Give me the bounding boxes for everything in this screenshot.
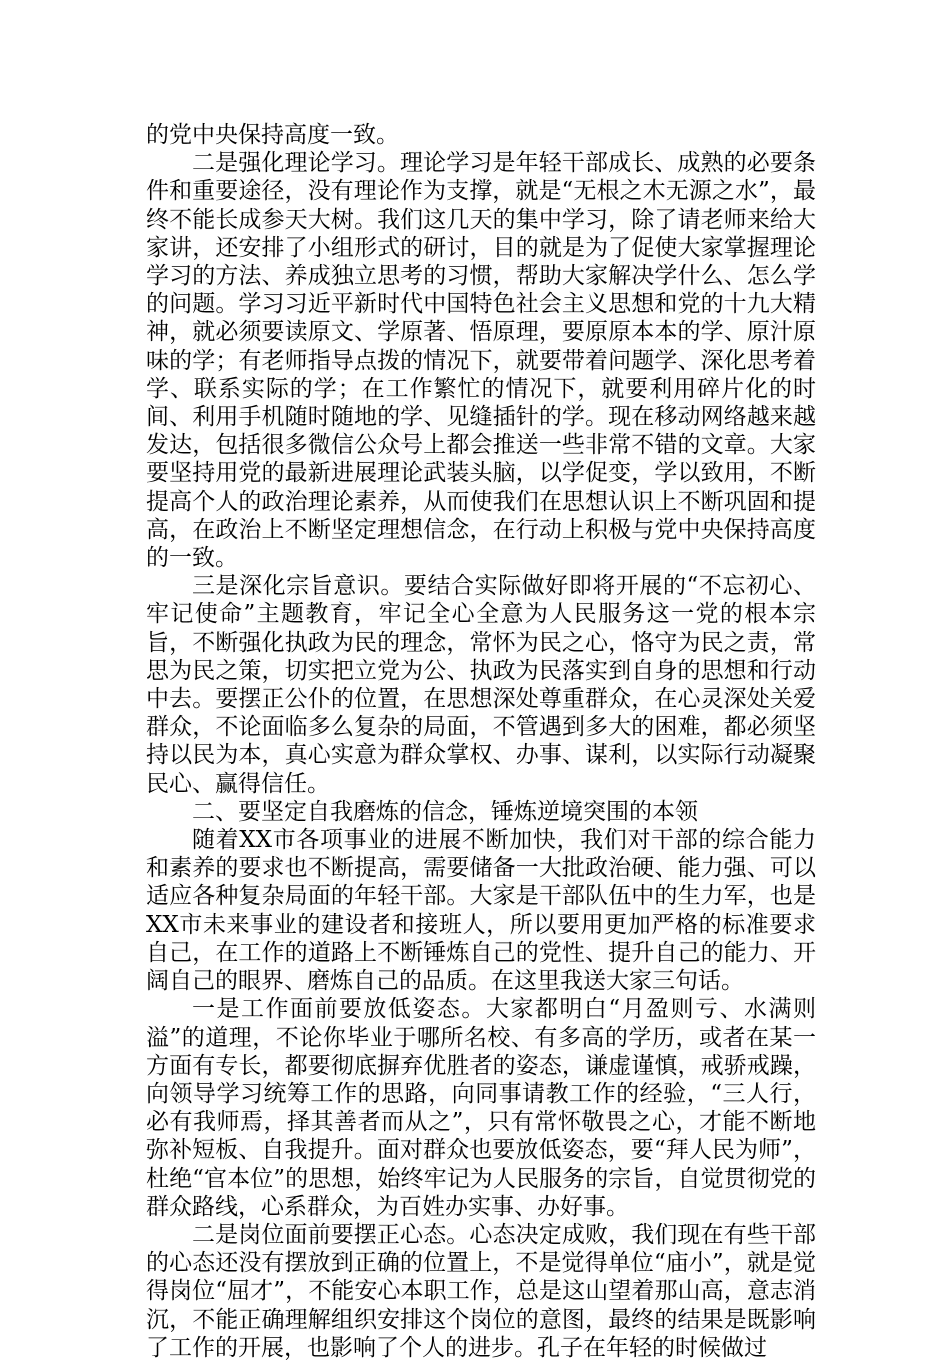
paragraph-cadre-requirements: 随着XX市各项事业的进展不断加快，我们对干部的综合能力和素养的要求也不断提高，需要储备一大批政治硬、能力强、可以适应各种复杂局面的年轻干部。大家是干部队伍中的生力军，也是XX市未来事业的建设者和接班人，所以要用更加严格的标准要求自己，在工作的道路上不断锤炼自己的党性、提升自己的能力、开阔自己的眼界、磨炼自己的品质。在这里我送大家三句话。 xyxy=(146,827,816,995)
paragraph-purpose-awareness: 三是深化宗旨意识。要结合实际做好即将开展的“不忘初心、牢记使命”主题教育，牢记全心全意为人民服务这一党的根本宗旨，不断强化执政为民的理念，常怀为民之心，恪守为民之责，常思为民之策，切实把立党为公、执政为民落实到自身的思想和行动中去。要摆正公仆的位置，在思想深处尊重群众，在心灵深处关爱群众，不论面临多么复杂的局面，不管遇到多大的困难，都必须坚持以民为本，真心实意为群众掌权、办事、谋利，以实际行动凝聚民心、赢得信任。 xyxy=(146,573,816,797)
document-body xyxy=(146,121,816,1362)
paragraph-theory-study: 二是强化理论学习。理论学习是年轻干部成长、成熟的必要条件和重要途径，没有理论作为支撑，就是“无根之木无源之水”，最终不能长成参天大树。我们这几天的集中学习，除了请老师来给大家讲，还安排了小组形式的研讨，目的就是为了促使大家掌握理论学习的方法、养成独立思考的习惯，帮助大家解决学什么、怎么学的问题。学习习近平新时代中国特色社会主义思想和党的十九大精神，就必须要读原文、学原著、悟原理，要原原本本的学、原汁原味的学；有老师指导点拨的情况下，就要带着问题学、深化思考着学、联系实际的学；在工作繁忙的情况下，就要利用碎片化的时间、利用手机随时随地的学、见缝插针的学。现在移动网络越来越发达，包括很多微信公众号上都会推送一些非常不错的文章。大家要坚持用党的最新进展理论武装头脑，以学促变，学以致用，不断提高个人的政治理论素养，从而使我们在思想认识上不断巩固和提高，在政治上不断坚定理想信念，在行动上积极与党中央保持高度的一致。 xyxy=(146,150,816,572)
paragraph-right-mindset: 二是岗位面前要摆正心态。心态决定成败，我们现在有些干部的心态还没有摆放到正确的位置上，不是觉得单位“庙小”，就是觉得岗位“屈才”，不能安心本职工作，总是这山望着那山高，意志消沉，不能正确理解组织安排这个岗位的意图，最终的结果是既影响了工作的开展，也影响了个人的进步。孔子在年轻的时候做过 xyxy=(146,1221,816,1361)
section-heading-self-tempering: 二、要坚定自我磨炼的信念，锤炼逆境突围的本领 xyxy=(192,798,698,825)
paragraph-continuation: 的党中央保持高度一致。 xyxy=(146,122,399,148)
paragraph-low-profile: 一是工作面前要放低姿态。大家都明白“月盈则亏、水满则溢”的道理，不论你毕业于哪所名校、有多高的学历，或者在某一方面有专长，都要彻底摒弃优胜者的姿态，谦虚谨慎，戒骄戒躁，向领导学习统筹工作的思路，向同事请教工作的经验，“三人行，必有我师焉，择其善者而从之”，只有常怀敬畏之心，才能不断地弥补短板、自我提升。面对群众也要放低姿态，要“拜人民为师”，杜绝“官本位”的思想，始终牢记为人民服务的宗旨，自觉贯彻党的群众路线，心系群众，为百姓办实事、办好事。 xyxy=(146,996,816,1220)
